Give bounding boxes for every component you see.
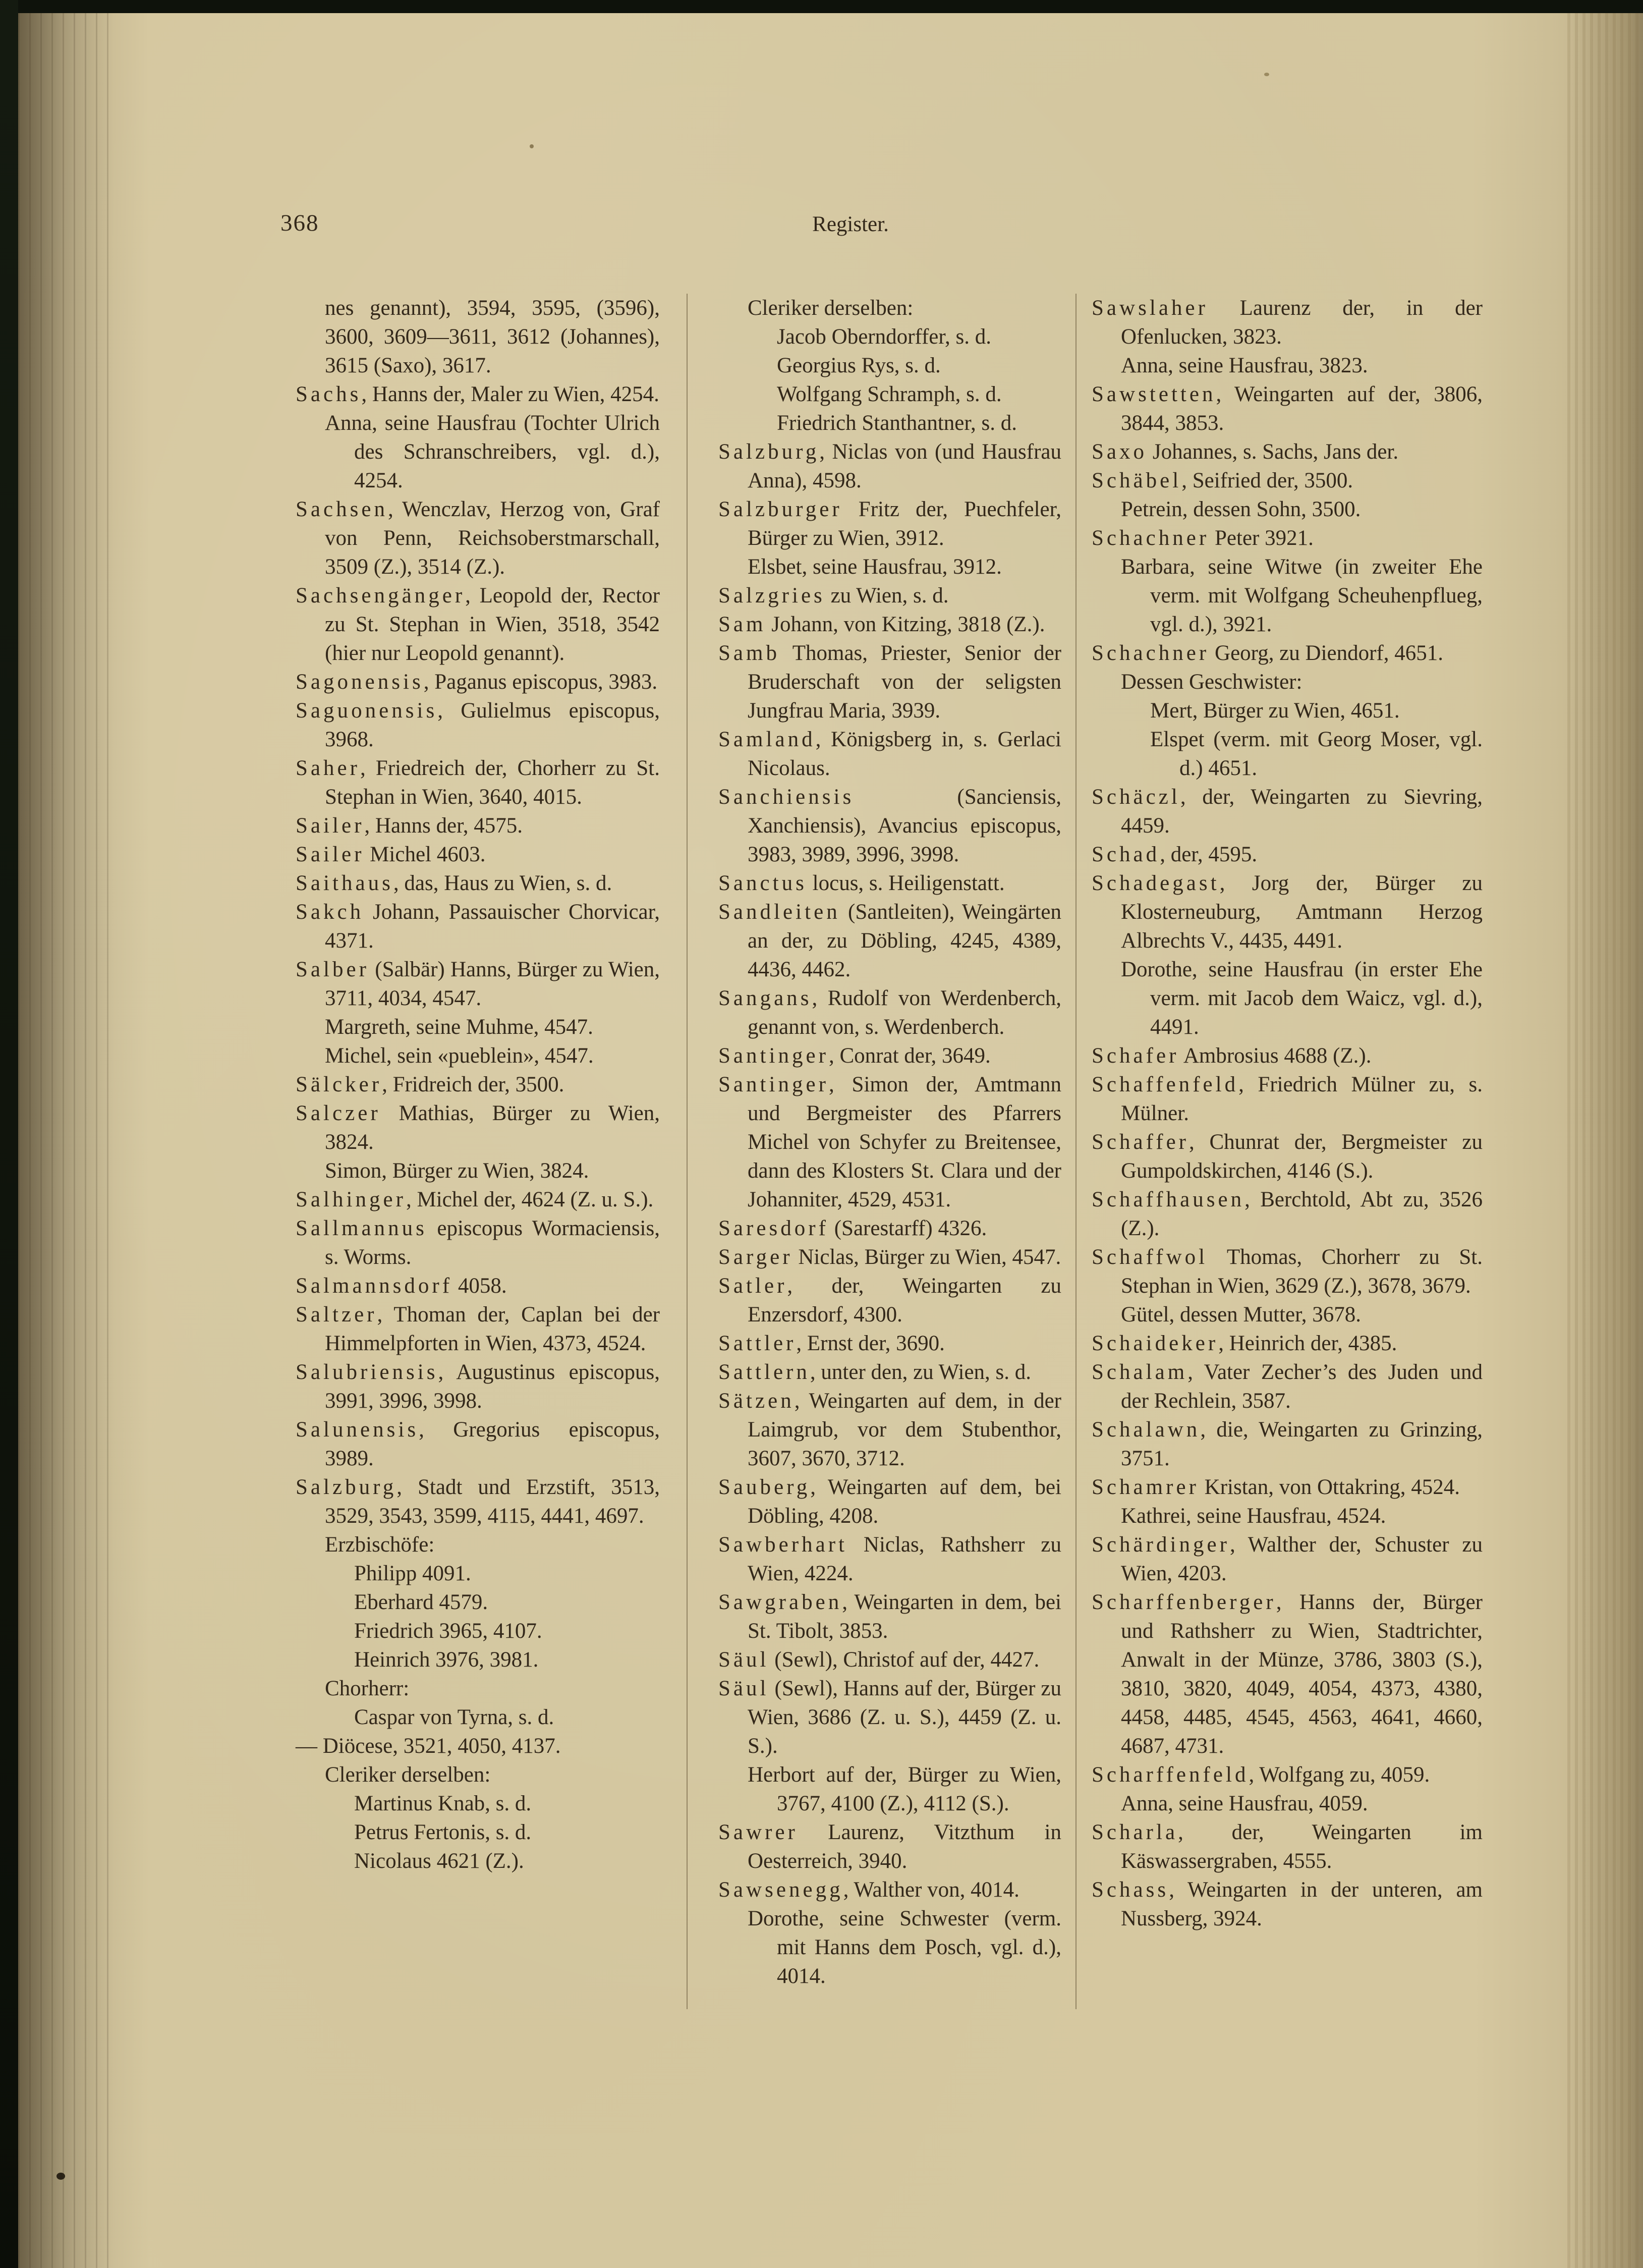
entry-headword: Scharffenfeld — [1092, 1763, 1249, 1787]
index-entry: Säul (Sewl), Christof auf der, 4427. — [718, 1648, 1040, 1672]
index-entry: Simon, Bürger zu Wien, 3824. — [325, 1159, 589, 1183]
index-entry: Friedrich Stanthantner, s. d. — [777, 411, 1017, 435]
index-entry: Salmannsdorf 4058. — [296, 1274, 507, 1298]
index-column-3 — [1092, 294, 1483, 1933]
index-entry: Samb Thomas, Priester, Senior der Bruderschaft von der seligsten Jungfrau Maria, 3939. — [718, 641, 1061, 723]
index-entry: Eberhard 4579. — [354, 1590, 488, 1614]
paper-speck — [1264, 73, 1269, 76]
index-entry: Salczer Mathias, Bürger zu Wien, 3824. — [296, 1101, 660, 1154]
entry-headword: Scharla — [1092, 1820, 1178, 1844]
entry-headword: Sätzen — [718, 1389, 795, 1413]
paper-speck — [530, 144, 534, 148]
index-entry: Sachsengänger, Leopold der, Rector zu St. Stephan in Wien, 3518, 3542 (hier nur Leopold genannt). — [296, 584, 660, 665]
index-entry: Sanchiensis (Sanciensis, Xanchiensis), Avancius episcopus, 3983, 3989, 3996, 3998. — [718, 785, 1061, 866]
index-entry: Salber (Salbär) Hanns, Bürger zu Wien, 3711, 4034, 4547. — [296, 958, 660, 1010]
index-entry: Erzbischöfe: — [325, 1533, 435, 1557]
index-entry: Salzgries zu Wien, s. d. — [718, 584, 949, 607]
index-entry: Wolfgang Schramph, s. d. — [777, 382, 1002, 406]
index-entry: Sailer Michel 4603. — [296, 843, 486, 866]
column-divider — [687, 294, 688, 2009]
index-entry: Saresdorf (Sarestarff) 4326. — [718, 1216, 987, 1240]
entry-headword: Salber — [296, 958, 369, 981]
entry-headword: Schafer — [1092, 1044, 1179, 1068]
index-entry: Salubriensis, Augustinus episcopus, 3991, 3996, 3998. — [296, 1360, 660, 1413]
index-entry: — Diöcese, 3521, 4050, 4137. — [296, 1734, 561, 1758]
index-entry: Satler, der, Weingarten zu Enzersdorf, 4300. — [718, 1274, 1061, 1326]
entry-headword: Sachsengänger — [296, 584, 466, 607]
scan-edge-left — [0, 0, 18, 2268]
entry-headword: Sauberg — [718, 1475, 811, 1499]
entry-headword: Sanctus — [718, 871, 807, 895]
index-entry: Sam Johann, von Kitzing, 3818 (Z.). — [718, 613, 1045, 636]
index-entry: Salzburg, Niclas von (und Hausfrau Anna), 4598. — [718, 440, 1061, 492]
entry-headword: Sandleiten — [718, 900, 840, 924]
page-header: Register. — [812, 212, 889, 236]
index-entry: Friedrich 3965, 4107. — [354, 1619, 542, 1643]
paper-speck — [56, 2173, 65, 2180]
entry-headword: Sakch — [296, 900, 364, 924]
entry-headword: Schamrer — [1092, 1475, 1199, 1499]
entry-headword: Salczer — [296, 1101, 381, 1125]
entry-headword: Schaideker — [1092, 1332, 1219, 1355]
index-entry: Sawgraben, Weingarten in dem, bei St. Tibolt, 3853. — [718, 1590, 1061, 1643]
index-entry: Sawrer Laurenz, Vitzthum in Oesterreich, 3940. — [718, 1820, 1061, 1873]
index-entry: Anna, seine Hausfrau (Tochter Ulrich des Schranschreibers, vgl. d.), 4254. — [325, 411, 660, 492]
index-entry: Santinger, Conrat der, 3649. — [718, 1044, 991, 1068]
index-entry: Sagonensis, Paganus episcopus, 3983. — [296, 670, 658, 694]
index-entry: Salzburger Fritz der, Puechfeler, Bürger zu Wien, 3912. — [718, 497, 1061, 550]
entry-headword: Schaffer — [1092, 1130, 1189, 1154]
entry-headword: Salubriensis — [296, 1360, 438, 1384]
index-entry: Philipp 4091. — [354, 1562, 471, 1585]
index-entry: Saguonensis, Gulielmus episcopus, 3968. — [296, 699, 660, 751]
index-entry: Schachner Georg, zu Diendorf, 4651. — [1092, 641, 1444, 665]
index-entry: Sachs, Hanns der, Maler zu Wien, 4254. — [296, 382, 659, 406]
index-entry: Sätzen, Weingarten auf dem, in der Laimgrub, vor dem Stubenthor, 3607, 3670, 3712. — [718, 1389, 1061, 1470]
index-entry: Schaffenfeld, Friedrich Mülner zu, s. Mülner. — [1092, 1073, 1483, 1125]
entry-headword: Sawsenegg — [718, 1878, 843, 1902]
entry-headword: Sagonensis — [296, 670, 424, 694]
entry-headword: Sarger — [718, 1245, 793, 1269]
entry-headword: Scharffenberger — [1092, 1590, 1276, 1614]
index-entry: Salzburg, Stadt und Erzstift, 3513, 3529, 3543, 3599, 4115, 4441, 4697. — [296, 1475, 660, 1528]
index-entry: Petrus Fertonis, s. d. — [354, 1820, 532, 1844]
index-entry: Anna, seine Hausfrau, 4059. — [1121, 1792, 1368, 1815]
index-entry: Chorherr: — [325, 1677, 410, 1700]
entry-headword: Salmannsdorf — [296, 1274, 453, 1298]
entry-headword: Salzburg — [296, 1475, 397, 1499]
index-entry: Sawslaher Laurenz der, in der Ofenlucken, 3823. — [1092, 296, 1483, 349]
entry-headword: Sattler — [718, 1332, 797, 1355]
index-entry: Martinus Knab, s. d. — [354, 1792, 532, 1815]
index-entry: Saher, Friedreich der, Chorherr zu St. Stephan in Wien, 3640, 4015. — [296, 756, 660, 809]
index-entry: Sawsenegg, Walther von, 4014. — [718, 1878, 1019, 1902]
entry-headword: Samb — [718, 641, 780, 665]
index-entry: Margreth, seine Muhme, 4547. — [325, 1015, 593, 1039]
index-entry: Gütel, dessen Mutter, 3678. — [1121, 1303, 1361, 1326]
index-entry: Schalam, Vater Zecher’s des Juden und der Rechlein, 3587. — [1092, 1360, 1483, 1413]
index-entry: Sälcker, Fridreich der, 3500. — [296, 1073, 564, 1096]
index-entry: Herbort auf der, Bürger zu Wien, 3767, 4100 (Z.), 4112 (S.). — [748, 1763, 1061, 1815]
entry-headword: Salhinger — [296, 1188, 406, 1211]
book-page — [18, 13, 1643, 2268]
entry-headword: Schachner — [1092, 526, 1210, 550]
index-entry: Schachner Peter 3921. — [1092, 526, 1314, 550]
index-entry: Jacob Oberndorffer, s. d. — [777, 325, 991, 349]
index-entry: Petrein, dessen Sohn, 3500. — [1121, 497, 1361, 521]
index-entry: Schafer Ambrosius 4688 (Z.). — [1092, 1044, 1372, 1068]
index-column-2 — [718, 294, 1061, 1990]
entry-headword: Schaffenfeld — [1092, 1073, 1239, 1096]
scan-edge-top — [0, 0, 1643, 13]
index-entry: Sattler, Ernst der, 3690. — [718, 1332, 945, 1355]
entry-headword: Schaffhausen — [1092, 1188, 1245, 1211]
index-entry: Dorothe, seine Schwester (verm. mit Hanns dem Posch, vgl. d.), 4014. — [748, 1907, 1061, 1988]
entry-headword: Schäczl — [1092, 785, 1180, 809]
index-entry: Sangans, Rudolf von Werdenberch, genannt von, s. Werdenberch. — [718, 986, 1061, 1039]
page-number: 368 — [280, 210, 319, 236]
entry-headword: Schalam — [1092, 1360, 1188, 1384]
entry-headword: Sawgraben — [718, 1590, 842, 1614]
entry-headword: Santinger — [718, 1044, 829, 1068]
entry-headword: Sangans — [718, 986, 812, 1010]
index-entry: Sakch Johann, Passauischer Chorvicar, 4371. — [296, 900, 660, 953]
entry-headword: Salzgries — [718, 584, 825, 607]
index-entry: Georgius Rys, s. d. — [777, 354, 941, 377]
entry-headword: Schachner — [1092, 641, 1210, 665]
index-entry: Schamrer Kristan, von Ottakring, 4524. — [1092, 1475, 1460, 1499]
entry-headword: Saher — [296, 756, 361, 780]
entry-headword: Sailer — [296, 843, 365, 866]
entry-headword: Saithaus — [296, 871, 393, 895]
index-entry: Salunensis, Gregorius episcopus, 3989. — [296, 1418, 660, 1470]
index-entry: Barbara, seine Witwe (in zweiter Ehe verm. mit Wolfgang Scheuhenpflueg, vgl. d.), 3921. — [1121, 555, 1483, 636]
entry-headword: Salzburger — [718, 497, 842, 521]
index-entry: Sauberg, Weingarten auf dem, bei Döbling, 4208. — [718, 1475, 1061, 1528]
index-entry: Samland, Königsberg in, s. Gerlaci Nicolaus. — [718, 728, 1061, 780]
entry-headword: Sachsen — [296, 497, 388, 521]
index-entry: Santinger, Simon der, Amtmann und Bergmeister des Pfarrers Michel von Schyfer zu Breitensee, dann des Klosters St. Clara und der Johanniter, 4529, 4531. — [718, 1073, 1061, 1211]
index-entry: Schäczl, der, Weingarten zu Sievring, 4459. — [1092, 785, 1483, 838]
index-entry: Sanctus locus, s. Heiligenstatt. — [718, 871, 1005, 895]
entry-headword: Satler — [718, 1274, 787, 1298]
index-entry: Saltzer, Thoman der, Caplan bei der Himmelpforten in Wien, 4373, 4524. — [296, 1303, 660, 1355]
index-entry: nes genannt), 3594, 3595, (3596), 3600, 3609—3611, 3612 (Johannes), 3615 (Saxo), 3617. — [325, 296, 660, 377]
index-entry: Heinrich 3976, 3981. — [354, 1648, 539, 1672]
entry-headword: Sawstetten — [1092, 382, 1216, 406]
index-entry: Sawstetten, Weingarten auf der, 3806, 3844, 3853. — [1092, 382, 1483, 435]
index-entry: Caspar von Tyrna, s. d. — [354, 1705, 554, 1729]
index-entry: Anna, seine Hausfrau, 3823. — [1121, 354, 1368, 377]
entry-headword: Sawberhart — [718, 1533, 848, 1557]
index-entry: Saxo Johannes, s. Sachs, Jans der. — [1092, 440, 1399, 464]
index-entry: Elspet (verm. mit Georg Moser, vgl. d.) 4651. — [1150, 728, 1483, 780]
index-entry: Sarger Niclas, Bürger zu Wien, 4547. — [718, 1245, 1061, 1269]
index-entry: Sandleiten (Santleiten), Weingärten an der, zu Döbling, 4245, 4389, 4436, 4462. — [718, 900, 1061, 981]
index-column-1 — [296, 294, 660, 1875]
entry-headword: Sachs — [296, 382, 362, 406]
index-entry: Scharffenberger, Hanns der, Bürger und Rathsherr zu Wien, Stadtrichter, Anwalt in der Münze, 3786, 3803 (S.), 3810, 3820, 4049, 4054, 4373, 4380, 4458, 4485, 4545, 4563, 4641, 4660, 4687, 4731. — [1092, 1590, 1483, 1758]
entry-headword: Sallmannus — [296, 1216, 427, 1240]
index-entry: Saithaus, das, Haus zu Wien, s. d. — [296, 871, 612, 895]
index-entry: Dorothe, seine Hausfrau (in erster Ehe verm. mit Jacob dem Waicz, vgl. d.), 4491. — [1121, 958, 1483, 1039]
entry-headword: Schad — [1092, 843, 1160, 866]
entry-headword: Salzburg — [718, 440, 820, 464]
entry-headword: Samland — [718, 728, 816, 751]
index-entry: Scharffenfeld, Wolfgang zu, 4059. — [1092, 1763, 1430, 1787]
index-entry: Schad, der, 4595. — [1092, 843, 1258, 866]
index-entry: Kathrei, seine Hausfrau, 4524. — [1121, 1504, 1386, 1528]
index-entry: Sailer, Hanns der, 4575. — [296, 814, 523, 838]
index-entry: Salhinger, Michel der, 4624 (Z. u. S.). — [296, 1188, 654, 1211]
entry-headword: Säul — [718, 1648, 769, 1672]
entry-headword: Saxo — [1092, 440, 1148, 464]
index-entry: Schaffhausen, Berchtold, Abt zu, 3526 (Z.). — [1092, 1188, 1483, 1240]
index-entry: Schaideker, Heinrich der, 4385. — [1092, 1332, 1397, 1355]
index-entry: Schalawn, die, Weingarten zu Grinzing, 3751. — [1092, 1418, 1483, 1470]
entry-headword: Sattlern — [718, 1360, 810, 1384]
index-entry: Schärdinger, Walther der, Schuster zu Wien, 4203. — [1092, 1533, 1483, 1585]
index-entry: Michel, sein «pueblein», 4547. — [325, 1044, 594, 1068]
index-entry: Sattlern, unter den, zu Wien, s. d. — [718, 1360, 1032, 1384]
entry-headword: Santinger — [718, 1073, 829, 1096]
index-entry: Elsbet, seine Hausfrau, 3912. — [748, 555, 1002, 579]
entry-headword: Schadegast — [1092, 871, 1220, 895]
entry-headword: Säul — [718, 1677, 769, 1700]
index-entry: Säul (Sewl), Hanns auf der, Bürger zu Wien, 3686 (Z. u. S.), 4459 (Z. u. S.). — [718, 1677, 1061, 1758]
index-entry: Scharla, der, Weingarten im Käswassergraben, 4555. — [1092, 1820, 1483, 1873]
index-entry: Schadegast, Jorg der, Bürger zu Klosterneuburg, Amtmann Herzog Albrechts V., 4435, 4491. — [1092, 871, 1483, 953]
index-entry: Schaffwol Thomas, Chorherr zu St. Stephan in Wien, 3629 (Z.), 3678, 3679. — [1092, 1245, 1483, 1298]
entry-headword: Schalawn — [1092, 1418, 1201, 1442]
entry-headword: Sam — [718, 613, 766, 636]
entry-headword: Sawrer — [718, 1820, 798, 1844]
entry-headword: Saguonensis — [296, 699, 438, 723]
entry-headword: Sawslaher — [1092, 296, 1208, 320]
index-entry: Nicolaus 4621 (Z.). — [354, 1849, 524, 1873]
index-entry: Mert, Bürger zu Wien, 4651. — [1150, 699, 1400, 723]
index-entry: Cleriker derselben: — [748, 296, 914, 320]
entry-headword: Sälcker — [296, 1073, 382, 1096]
index-entry: Schaffer, Chunrat der, Bergmeister zu Gumpoldskirchen, 4146 (S.). — [1092, 1130, 1483, 1183]
index-entry: Schass, Weingarten in der unteren, am Nussberg, 3924. — [1092, 1878, 1483, 1930]
index-entry: Sallmannus episcopus Wormaciensis, s. Worms. — [296, 1216, 660, 1269]
entry-headword: Sanchiensis — [718, 785, 855, 809]
entry-headword: Schass — [1092, 1878, 1169, 1902]
index-entry: Sachsen, Wenczlav, Herzog von, Graf von Penn, Reichsoberstmarschall, 3509 (Z.), 3514 (Z.). — [296, 497, 660, 579]
index-entry: Sawberhart Niclas, Rathsherr zu Wien, 4224. — [718, 1533, 1061, 1585]
index-entry: Schäbel, Seifried der, 3500. — [1092, 469, 1353, 492]
entry-headword: Salunensis — [296, 1418, 419, 1442]
column-divider — [1075, 294, 1077, 2009]
index-entry: Dessen Geschwister: — [1121, 670, 1302, 694]
entry-headword: Schaffwol — [1092, 1245, 1208, 1269]
entry-headword: Saresdorf — [718, 1216, 829, 1240]
entry-headword: Schäbel — [1092, 469, 1182, 492]
entry-headword: Saltzer — [296, 1303, 377, 1326]
index-entry: Cleriker derselben: — [325, 1763, 491, 1787]
entry-headword: Sailer — [296, 814, 365, 838]
entry-headword: Schärdinger — [1092, 1533, 1230, 1557]
